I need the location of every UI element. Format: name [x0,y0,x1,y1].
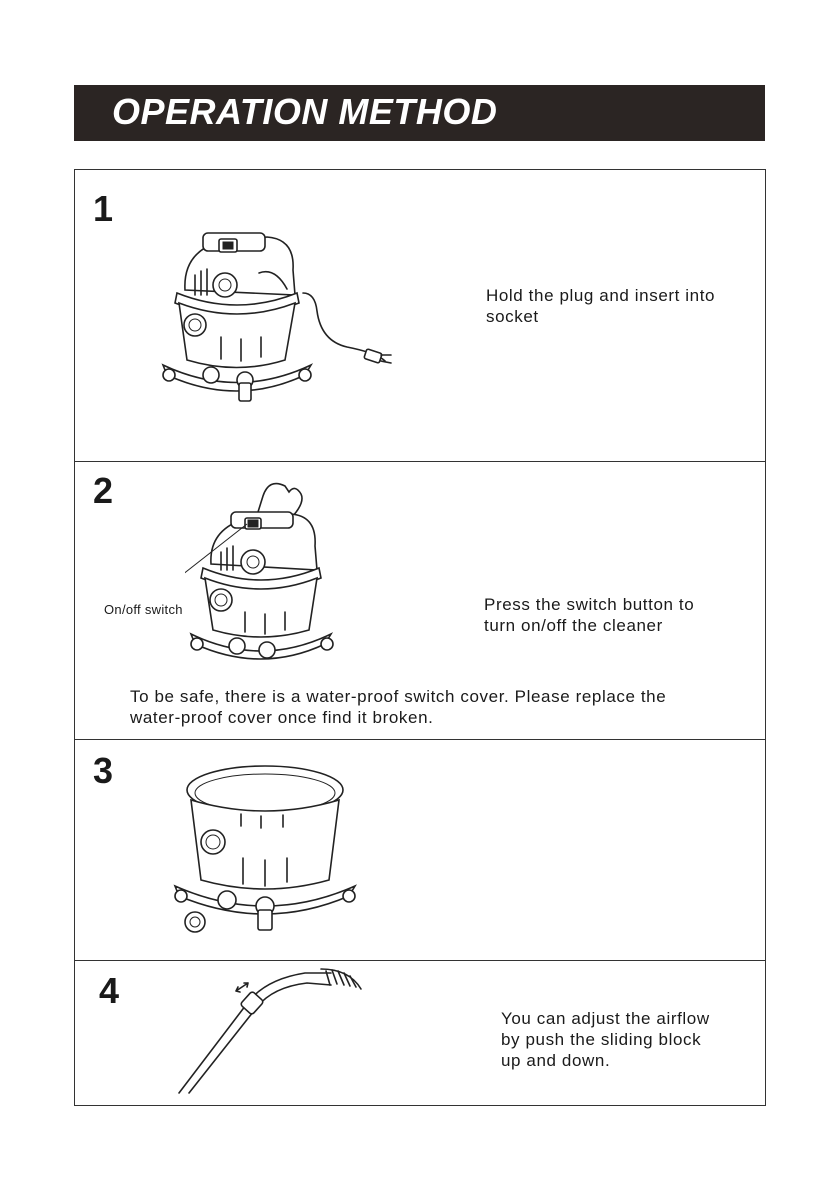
step-3-number: 3 [93,750,114,791]
section-header [74,85,765,141]
divider [75,461,765,462]
instruction-frame [74,169,766,1106]
note-line: To be safe, there is a water-proof switch cover. Please replace the [130,687,667,706]
divider [75,739,765,740]
page-title: OPERATION METHOD [112,91,498,132]
hose-slider-illustration [171,965,371,1100]
on-off-switch-callout: On/off switch [104,602,183,617]
step-1-description [486,285,715,327]
step-1-line: socket [486,307,539,326]
note-line: water-proof cover once find it broken. [130,708,434,727]
open-tank-illustration [165,760,375,950]
step-4-number: 4 [99,970,120,1011]
step-4-description [501,1008,710,1071]
vacuum-cleaner-with-plug-illustration [155,225,395,410]
step-1-number: 1 [93,188,114,229]
step-1-line: Hold the plug and insert into [486,286,716,305]
step-4-line: up and down. [501,1051,611,1070]
step-2-line: turn on/off the cleaner [484,616,663,635]
divider [75,960,765,961]
step-4-line: You can adjust the airflow [501,1009,710,1028]
step-2-safety-note [130,686,666,728]
step-2-number: 2 [93,470,114,511]
step-2-description [484,594,694,636]
step-4-line: by push the sliding block [501,1030,702,1049]
step-2-line: Press the switch button to [484,595,695,614]
finger-pressing-switch-illustration [185,472,405,672]
